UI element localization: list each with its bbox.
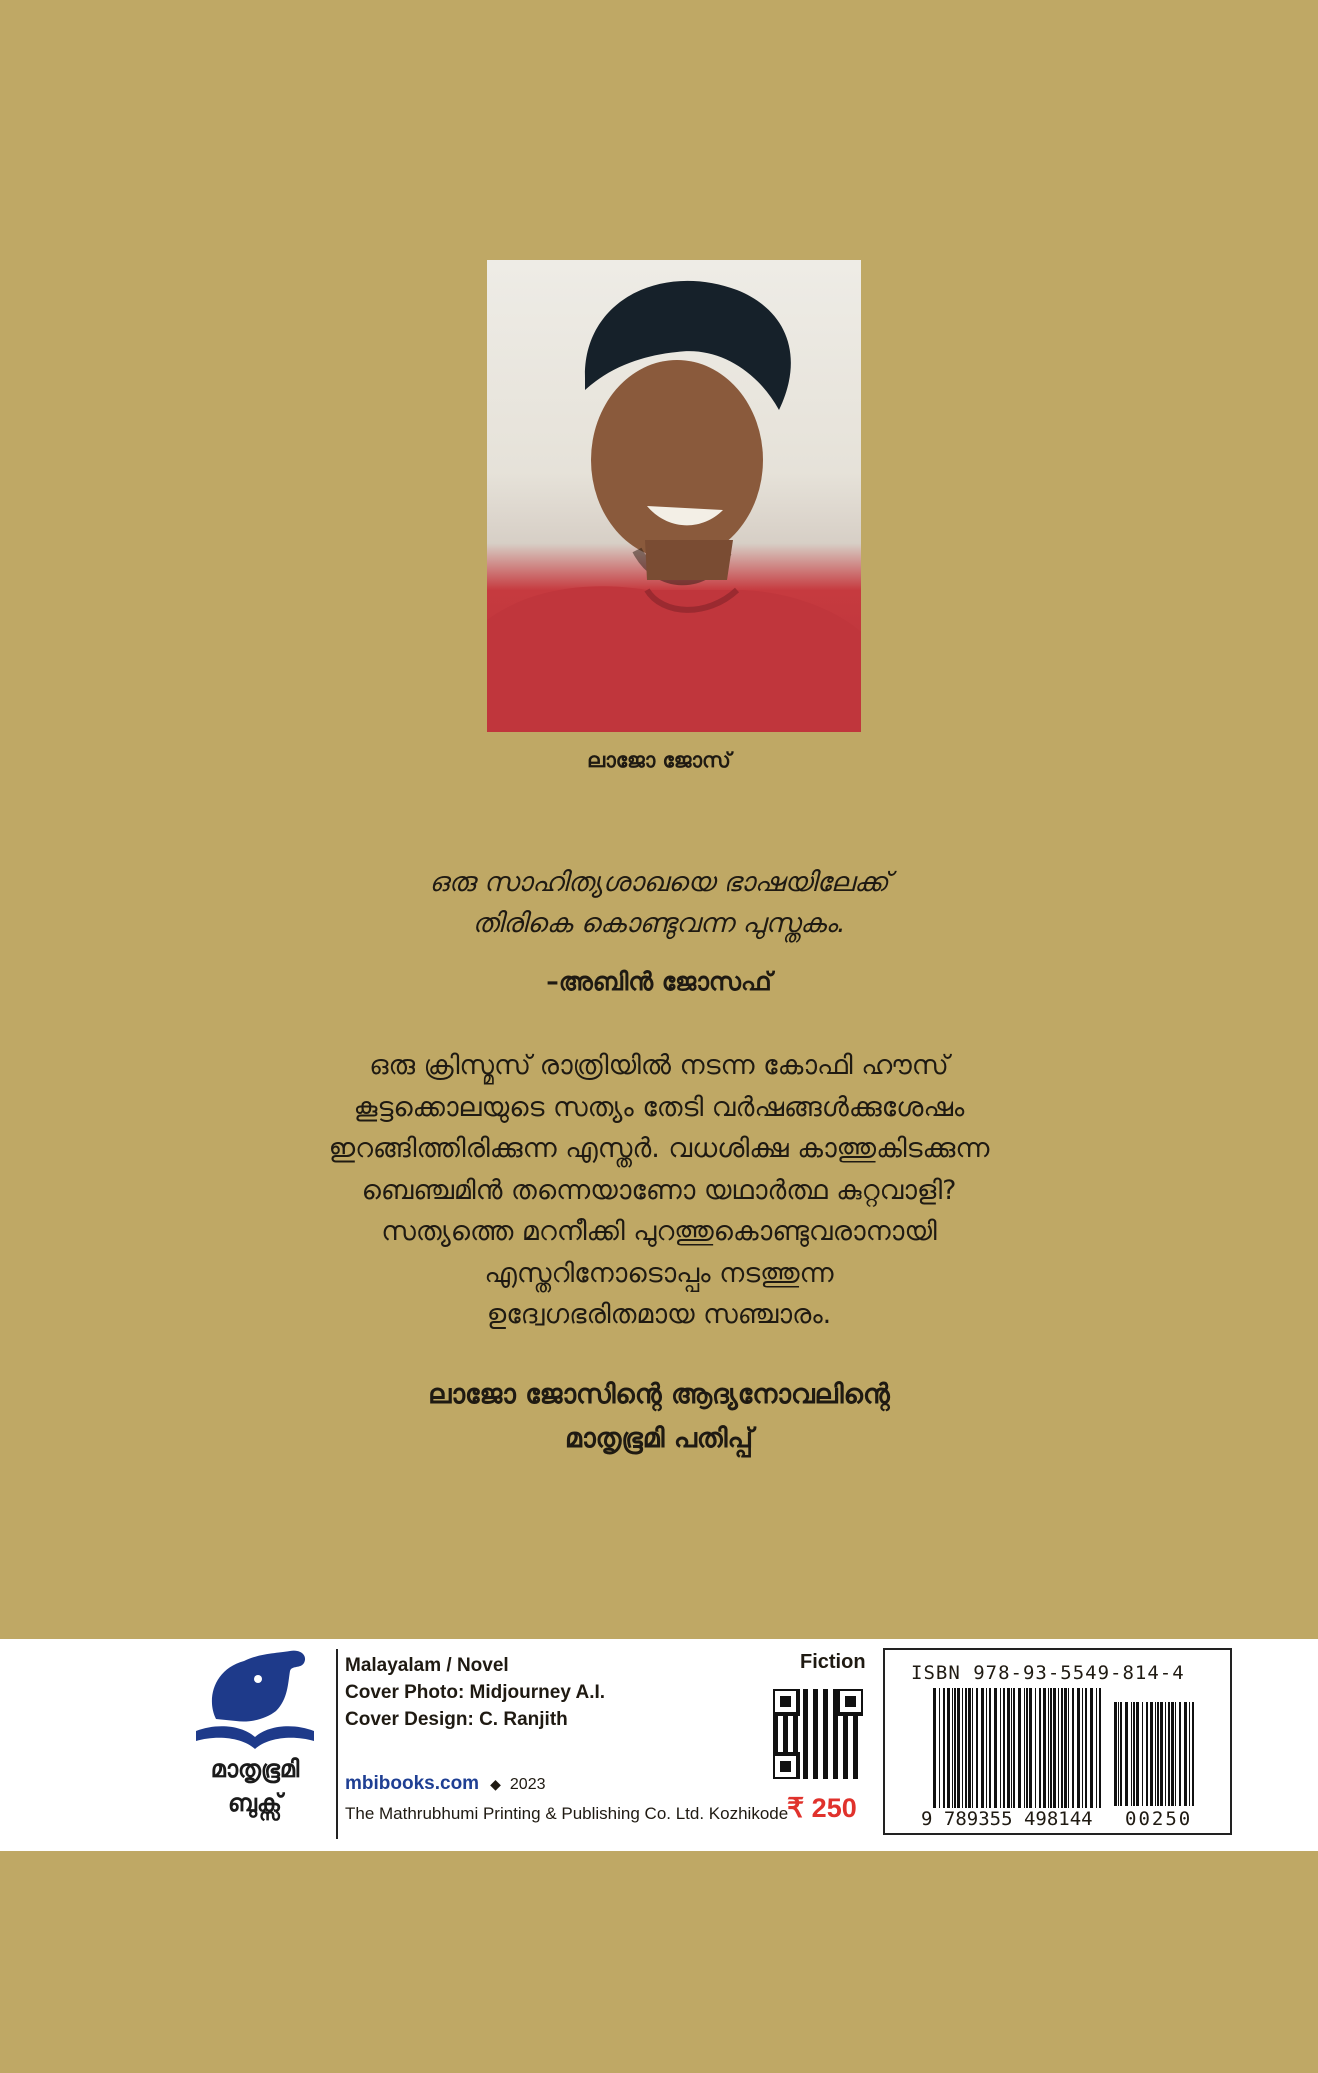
meta-cover-photo: Cover Photo: Midjourney A.I.: [345, 1682, 606, 1703]
blurb-line: എസ്തറിനോടൊപ്പം നടത്തുന്ന: [484, 1257, 834, 1289]
printer-name: The Mathrubhumi Printing & Publishing Co. Ltd. Kozhikode: [345, 1804, 789, 1823]
genre-label: Fiction: [800, 1651, 866, 1673]
book-blurb: [0, 1045, 1318, 1336]
meta-category: Malayalam / Novel: [345, 1655, 509, 1676]
isbn-barcode-box: [883, 1648, 1232, 1835]
publisher-logo: [196, 1649, 314, 1839]
blurb-line: ബെഞ്ചമിൻ തന്നെയാണോ യഥാർത്ഥ കുറ്റവാളി?: [361, 1174, 957, 1206]
author-photo: [487, 260, 861, 732]
publisher-strip: [0, 1639, 1318, 1851]
divider: [336, 1649, 338, 1839]
meta-cover-design: Cover Design: C. Ranjith: [345, 1709, 568, 1730]
isbn-addon: 00250: [1125, 1808, 1193, 1830]
blurb-line: കൂട്ടക്കൊലയുടെ സത്യം തേടി വർഷങ്ങൾക്കുശേഷം: [353, 1091, 965, 1123]
blurb-line: ഒരു ക്രിസ്മസ് രാത്രിയിൽ നടന്ന കോഫി ഹൗസ്: [369, 1050, 949, 1081]
price: ₹ 250: [787, 1793, 857, 1823]
review-quote: [0, 862, 1318, 944]
edition-line: മാതൃഭൂമി പതിപ്പ്: [565, 1423, 753, 1454]
site-line: [345, 1773, 545, 1795]
qr-code-icon: [773, 1689, 863, 1779]
quote-line: തിരികെ കൊണ്ടുവന്ന പുസ്തകം.: [472, 908, 846, 939]
isbn-digits: 9 789355 498144: [921, 1808, 1093, 1830]
logo-text-line2: ബുക്സ്: [228, 1789, 282, 1817]
separator-icon: ◆: [490, 1776, 501, 1792]
edition-note: [0, 1373, 1318, 1461]
publish-year: 2023: [509, 1776, 546, 1793]
author-name: ലാജോ ജോസ്: [587, 748, 731, 772]
website-link[interactable]: mbibooks.com: [345, 1773, 480, 1794]
book-meta: [345, 1652, 605, 1733]
barcode-addon-icon: [1114, 1702, 1196, 1806]
edition-line: ലാജോ ജോസിന്റെ ആദ്യനോവലിന്റെ: [428, 1379, 890, 1410]
quote-line: ഒരു സാഹിത്യശാഖയെ ഭാഷയിലേക്ക്: [429, 867, 889, 898]
blurb-line: സത്യത്തെ മറനീക്കി പുറത്തുകൊണ്ടുവരാനായി: [381, 1216, 937, 1247]
elephant-logo-icon: [196, 1649, 314, 1753]
isbn-text: ISBN 978-93-5549-814-4: [911, 1662, 1185, 1684]
barcode-icon: [933, 1688, 1105, 1808]
blurb-line: ഉദ്വേഗഭരിതമായ സഞ്ചാരം.: [486, 1299, 832, 1330]
logo-text-line1: മാതൃഭൂമി: [210, 1755, 300, 1783]
quote-attribution: –അബിൻ ജോസഫ്: [546, 967, 772, 996]
blurb-line: ഇറങ്ങിത്തിരിക്കുന്ന എസ്തർ. വധശിക്ഷ കാത്തുകിടക്കുന്ന: [328, 1133, 990, 1164]
